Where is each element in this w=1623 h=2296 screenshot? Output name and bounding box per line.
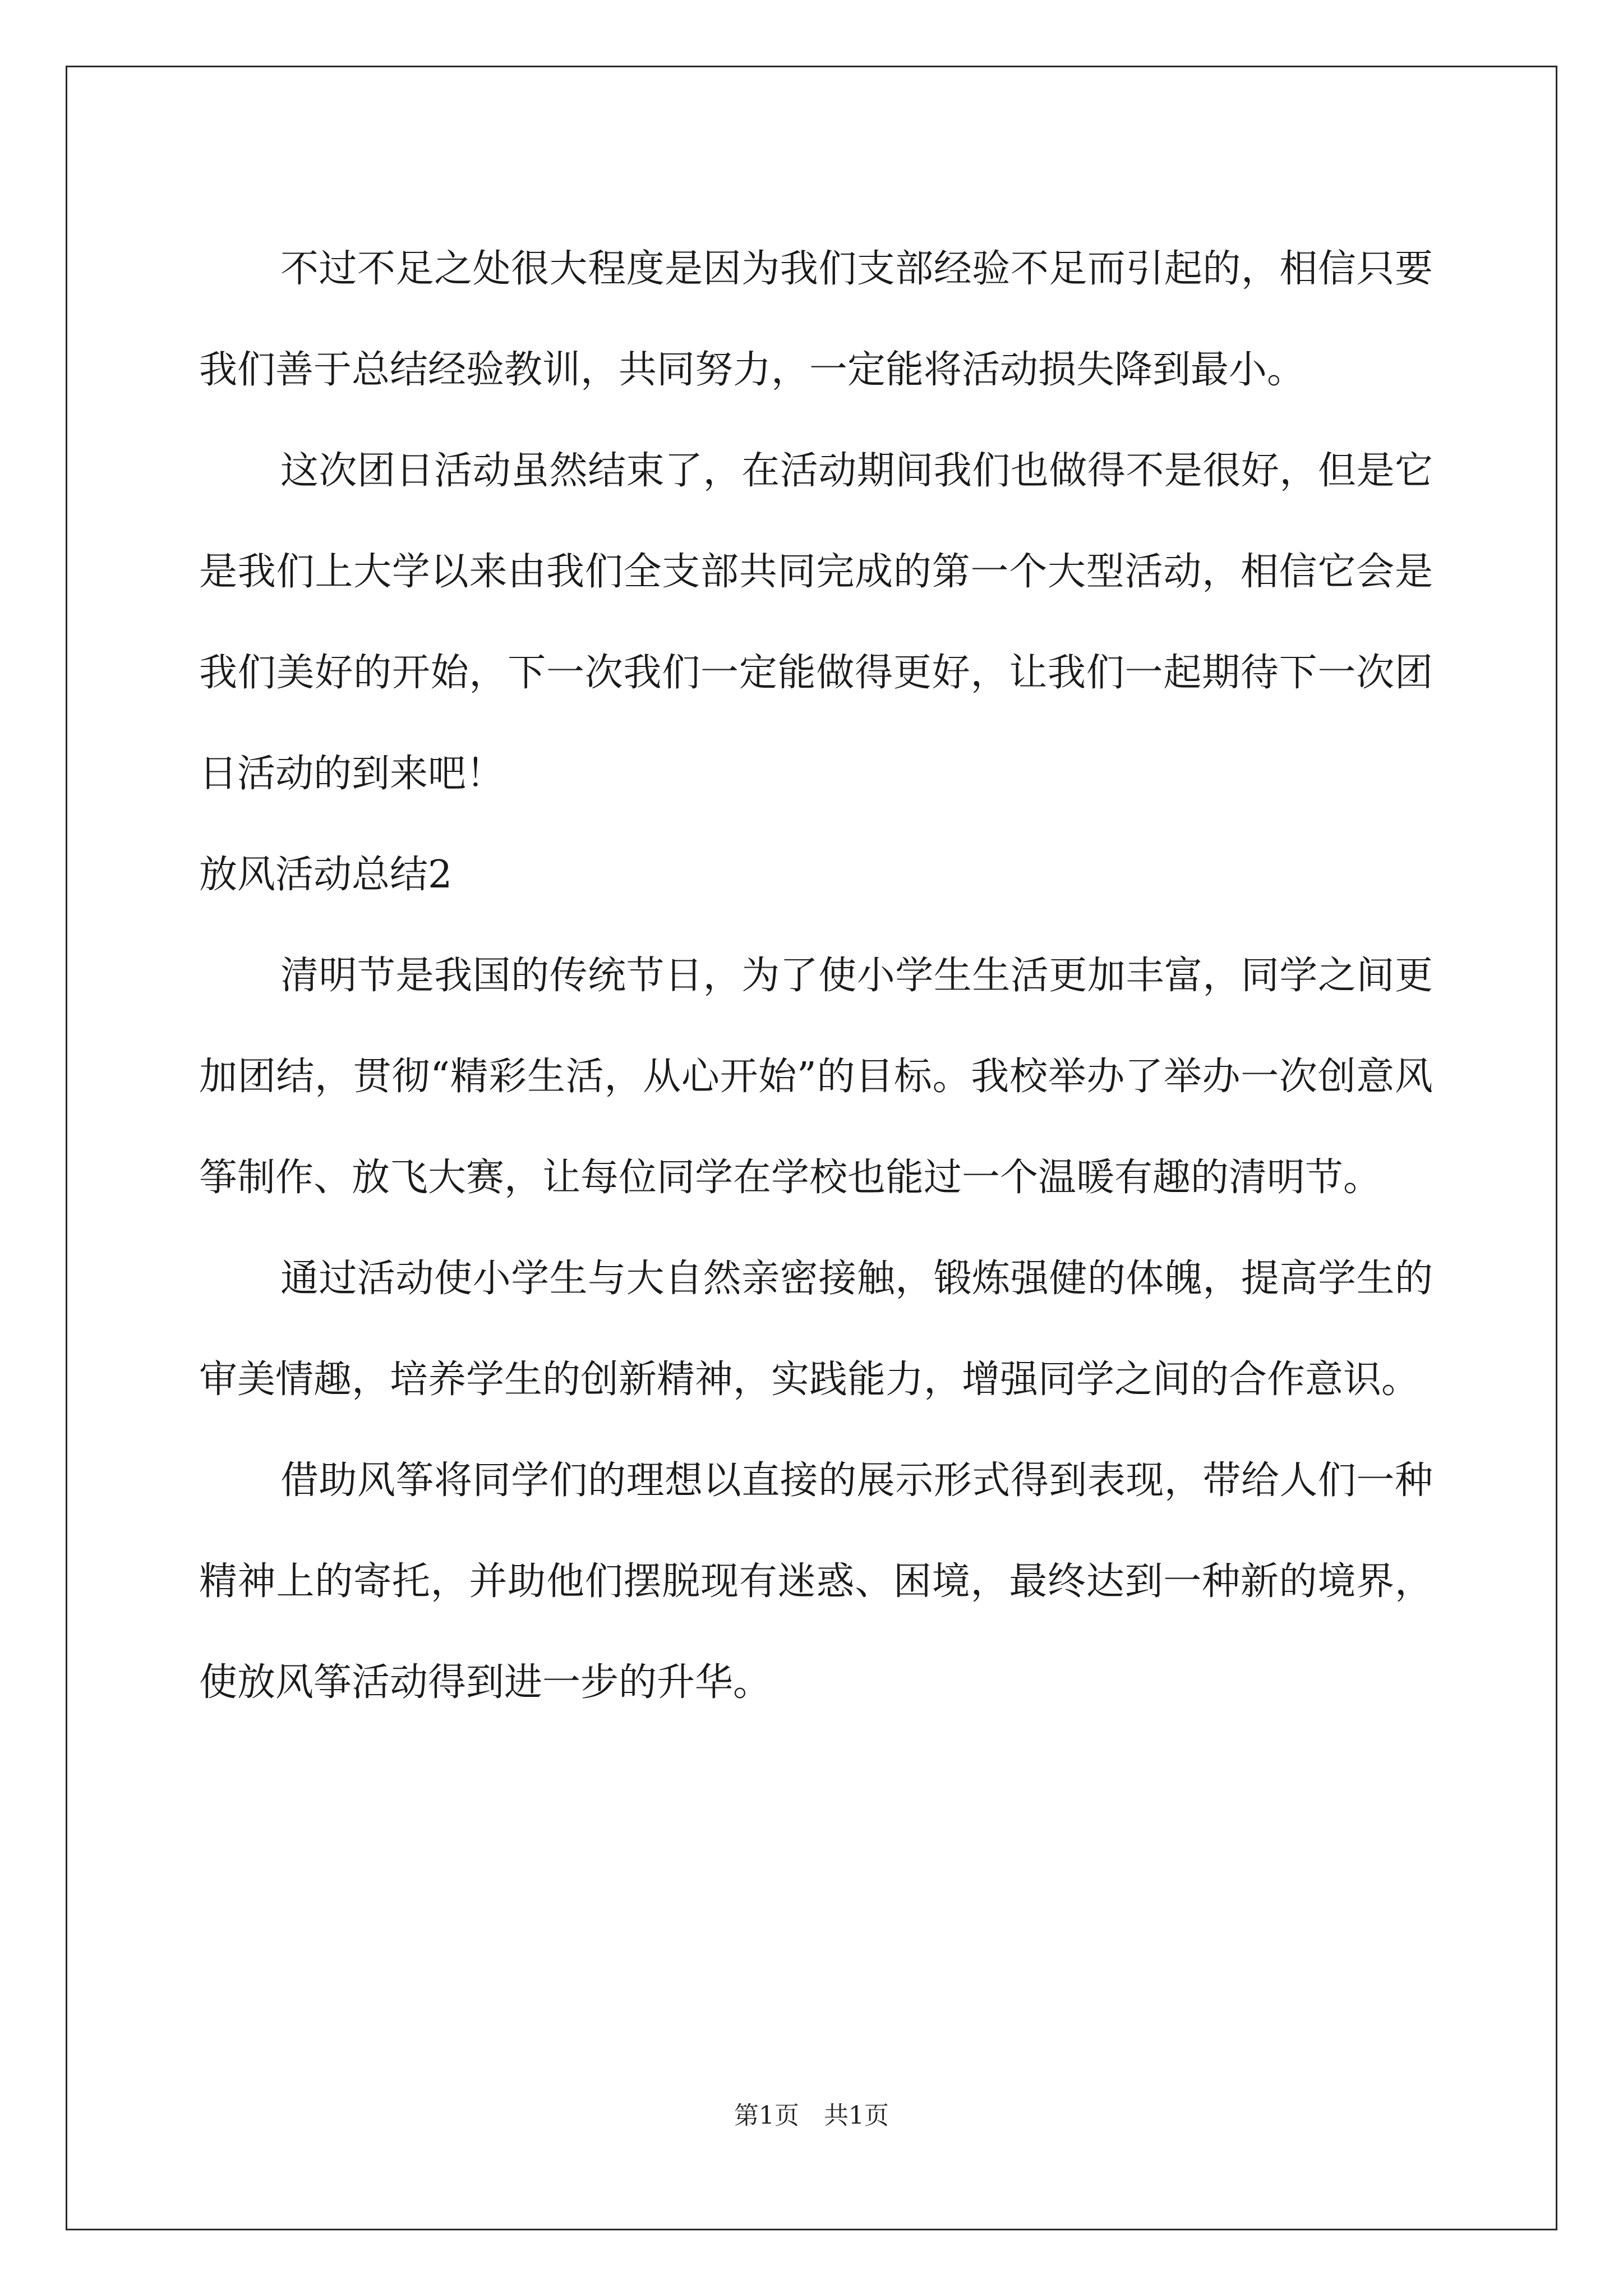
section-heading: 放风活动总结2 bbox=[199, 853, 453, 897]
page-number-current: 第1页 bbox=[734, 2101, 799, 2130]
paragraph: 不过不足之处很大程度是因为我们支部经验不足而引起的，相信只要我们善于总结经验教训，共同努力，一定能将活动损失降到最小。 bbox=[199, 247, 1433, 392]
paragraph: 借助风筝将同学们的理想以直接的展示形式得到表现，带给人们一种精神上的寄托，并助他们摆脱现有迷惑、困境，最终达到一种新的境界，使放风筝活动得到进一步的升华。 bbox=[199, 1458, 1433, 1705]
paragraph: 清明节是我国的传统节日，为了使小学生生活更加丰富，同学之间更加团结，贯彻“精彩生活，从心开始”的目标。我校举办了举办一次创意风筝制作、放飞大赛，让每位同学在学校也能过一个温暖有趣的清明节。 bbox=[199, 954, 1433, 1200]
paragraph: 这次团日活动虽然结束了，在活动期间我们也做得不是很好，但是它是我们上大学以来由我们全支部共同完成的第一个大型活动，相信它会是我们美好的开始，下一次我们一定能做得更好，让我们一起期待下一次团日活动的到来吧！ bbox=[199, 449, 1433, 796]
document-body bbox=[199, 219, 1433, 1733]
page-number-total: 共1页 bbox=[824, 2101, 889, 2130]
page-footer bbox=[0, 2095, 1623, 2131]
paragraph: 通过活动使小学生与大自然亲密接触，锻炼强健的体魄，提高学生的审美情趣，培养学生的创新精神，实践能力，增强同学之间的合作意识。 bbox=[199, 1257, 1433, 1402]
